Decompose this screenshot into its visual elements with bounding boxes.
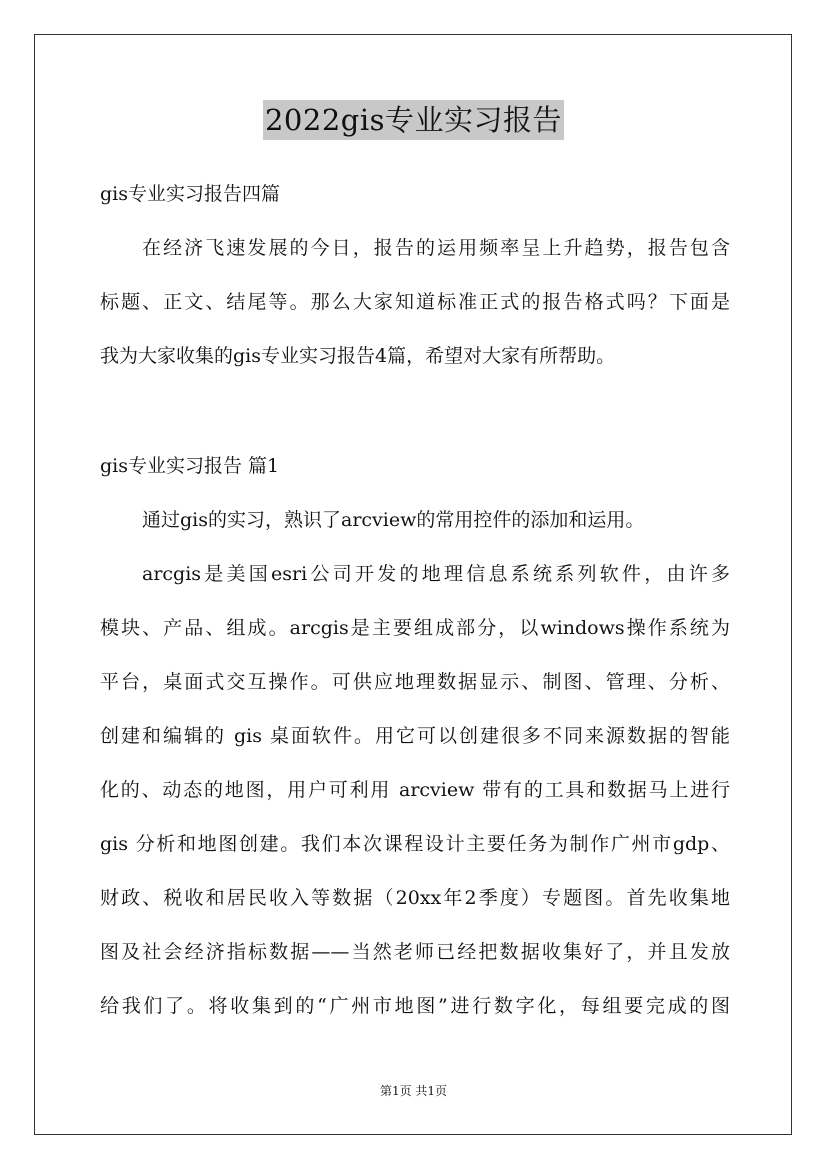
paragraph-1-line: 通过gis的实习，熟识了arcview的常用控件的添加和运用。 (142, 509, 645, 531)
paragraph-2-line-3: 平台，桌面式交互操作。可供应地理数据显示、制图、管理、分析、 (100, 671, 730, 693)
paragraph-2-line-8: 图及社会经济指标数据——当然老师已经把数据收集好了，并且发放 (100, 941, 730, 963)
section-heading: gis专业实习报告 篇1 (100, 455, 280, 477)
paragraph-2-line-1: arcgis是美国esri公司开发的地理信息系统系列软件，由许多 (142, 563, 730, 585)
intro-line-2: 标题、正文、结尾等。那么大家知道标准正式的报告格式吗？下面是 (100, 291, 730, 313)
paragraph-2-line-7: 财政、税收和居民收入等数据（20xx年2季度）专题图。首先收集地 (100, 887, 730, 909)
document-subtitle: gis专业实习报告四篇 (100, 183, 280, 205)
intro-line-3: 我为大家收集的gis专业实习报告4篇，希望对大家有所帮助。 (100, 345, 616, 367)
paragraph-2-line-6: gis 分析和地图创建。我们本次课程设计主要任务为制作广州市gdp、 (100, 833, 730, 855)
paragraph-2-line-2: 模块、产品、组成。arcgis是主要组成部分，以windows操作系统为 (100, 617, 730, 639)
paragraph-2-line-9: 给我们了。将收集到的“广州市地图”进行数字化，每组要完成的图 (100, 995, 730, 1017)
intro-line-1: 在经济飞速发展的今日，报告的运用频率呈上升趋势，报告包含 (142, 237, 730, 259)
title-container (0, 100, 827, 140)
document-title: 2022gis专业实习报告 (263, 100, 564, 140)
paragraph-2-line-4: 创建和编辑的 gis 桌面软件。用它可以创建很多不同来源数据的智能 (100, 725, 730, 747)
page-footer: 第1页 共1页 (379, 1084, 448, 1098)
paragraph-2-line-5: 化的、动态的地图，用户可利用 arcview 带有的工具和数据马上进行 (100, 779, 730, 801)
